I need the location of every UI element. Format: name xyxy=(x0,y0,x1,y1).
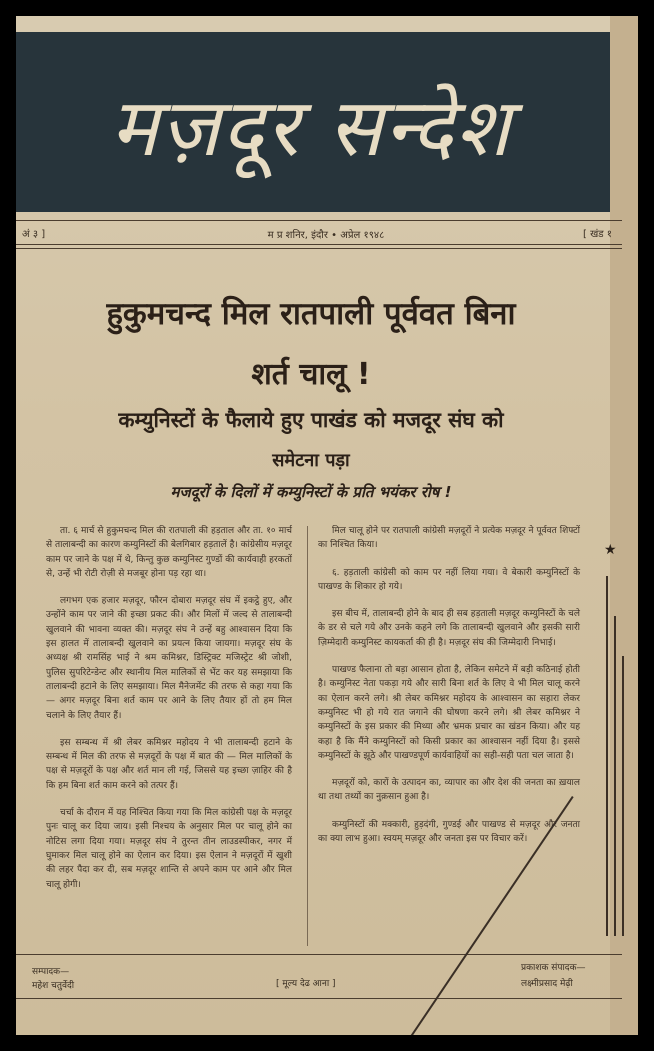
price: [ मूल्य देढ आना ] xyxy=(276,979,336,989)
subheadline-2: समेटना पड़ा xyxy=(272,450,350,471)
publisher-name: लक्ष्मीप्रसाद मेढ़ी xyxy=(521,979,573,989)
decorative-line xyxy=(606,576,608,936)
issue-number: अं ३ ] xyxy=(22,229,46,240)
volume-number: [ खंड १ xyxy=(583,229,612,240)
headline-main: हुकुमचन्द मिल रातपाली पूर्ववत बिना xyxy=(106,296,516,332)
footer xyxy=(16,954,622,1014)
paragraph: पाखण्ड फैलाना तो बड़ा आसान होता है, लेकिन समेटने में बड़ी कठिनाई होती है। कम्युनिस्ट नेता पकड़ा गये और सारी बिना शर्त के लिए वे भी मिल चालू करने का ऐलान करने लगे। श्री लेबर कमिश्नर महोदय के आश्वासन का सहारा लेकर कम्युनिस्ट भी हो गये रात जगाने की घोषणा करने लगे। श्री लेबर कमिश्नर ने कम्युनिस्टों के इस प्रकार की मिथ्या और भ्रमक प्रचार का खंडन किया। और यह कहा है कि मैंने कम्युनिस्टों को किसी प्रकार का आश्वासन नहीं दिया है। इससे कम्युनिस्टों के झूठे और पाखण्डपूर्ण कार्यवाहियों का सही-सही पता चल जाता है। xyxy=(318,665,580,761)
tagline: मजदूरों के दिलों में कम्युनिस्टों के प्रति भयंकर रोष ! xyxy=(170,483,452,501)
paragraph: चर्चा के दौरान में यह निश्चित किया गया कि मिल कांग्रेसी पक्ष के मज़दूर पुनः चालू कर दिया जाय। इसी निश्चय के अनुसार मिल पर चालू होने का नोटिस लगा दिया गया। मज़दूर संघ ने तुरन्त तीन लाउडस्पीकर, नगर में घुमाकर मिल चालू होने का ऐलान कर दिया। इस ऐलान ने मज़दूरों में खुशी की लहर पैदा कर दी, सब मज़दूर शान्ति से अपने काम पर आने और मिल चालू होगी। xyxy=(46,808,292,890)
star-icon: ★ xyxy=(604,542,617,558)
publisher-label: प्रकाशक संपादक— xyxy=(521,963,586,973)
paragraph: कम्युनिस्टों की मक्कारी, हुड़दंगी, गुण्डई और पाखण्ड से मज़दूर और जनता का क्या लाभ हुआ। स्वयम् मज़दूर और जनता इस पर विचार करें। xyxy=(318,819,580,845)
dateline: म प्र शनिर, इंदौर • अप्रेल १९४८ xyxy=(267,230,385,241)
decorative-line xyxy=(622,656,624,936)
rule xyxy=(16,220,622,221)
issue-info-row xyxy=(16,220,622,246)
rule xyxy=(16,244,622,245)
newspaper-page xyxy=(16,16,638,1035)
paragraph: इस सम्बन्ध में श्री लेबर कमिश्नर महोदय ने भी तालाबन्दी हटाने के सम्बन्ध में मिल की तरफ से मज़दूरों के पक्ष में बात की — मिल मालिकों के पक्ष से मज़दूरों के पक्ष और शर्त मान ली गई, जिससे यह इच्छा ज़ाहिर की है कि हम बिना शर्त काम करने को तत्पर हैं। xyxy=(46,737,292,791)
paragraph: ता. ६ मार्च से हुकुमचन्द मिल की रातपाली की हड़ताल और ता. १० मार्च से तालाबन्दी का कारण कम्युनिस्टों की बेलगिबार हड़तालें है। कांग्रेसीय मज़दूर काम पर जाने के पक्ष में थे, किन्तु कुछ कम्युनिस्ट गुण्डों की कार्यवाही हरकतों से, उन्हें भी रोटी रोज़ी से मजबूर होना पड़ रहा था। xyxy=(46,526,292,579)
masthead xyxy=(16,32,610,212)
masthead-title: मज़दूर सन्देश xyxy=(110,81,512,174)
decorative-line xyxy=(614,616,616,936)
paragraph: लगभग एक हजार मज़दूर, फौरन दोबारा मज़दूर संघ में इकट्ठे हुए, और उन्होंने काम पर जाने की इच्छा प्रकट की। और मिलों में जल्द से तालाबन्दी खुलवाने की भावना व्यक्त की। मज़दूर संघ ने उन्हें बहु आश्वासन दिया कि इस हालत में तालाबन्दी खुलवाने का प्रयत्न किया जायगा। मज़दूर संघ के अध्यक्ष श्री रामसिंह भाई ने श्रम कमिश्नर, डिस्ट्रिक्ट मजिस्ट्रेट श्री जोशी, पुलिस सुपरिटेन्डेन्ट और स्थानीय मिल मालिकों से भेंट कर यह समझाया कि तालाबन्दी हटाने के लिए समझाया। मिल मैनेजमेंट की तरफ से कहा गया कि — अगर मज़दूर बिना शर्त काम पर आने के लिए तैयार हों तो हम मिल चलाने के लिए तैयार हैं। xyxy=(46,596,292,721)
subheadline: कम्युनिस्टों के फैलाये हुए पाखंड को मजदूर संघ को xyxy=(118,408,504,432)
rule xyxy=(16,248,622,249)
paragraph: इस बीच में, तालाबन्दी होने के बाद ही सब हड़ताली मज़दूर कम्युनिस्टों के चले के डर से चले गये और उनके कहने लगे कि तालाबन्दी खुलवाने और इसकी सारी ज़िम्मेदारी कम्युनिस्ट कायकर्ता की ही है। मज़दूर संघ की जिम्मेदारी निभाई। xyxy=(318,609,580,648)
editor-name: महेश चतुर्वेदी xyxy=(32,981,75,991)
headline-main-2: शर्त चालू ! xyxy=(251,357,371,392)
editor-label: सम्पादक— xyxy=(32,967,70,977)
column-divider xyxy=(307,526,308,946)
paragraph: ६. हड़ताली कांग्रेसी को काम पर नहीं लिया गया। वे बेकारी कम्युनिस्टों के पाखण्ड के शिकार हो गये। xyxy=(318,567,580,592)
article-column-left xyxy=(46,524,292,905)
rule xyxy=(16,998,622,999)
paragraph: मिल चालू होने पर रातपाली कांग्रेसी मज़दूरों ने प्रत्येक मज़दूर ने पूर्ववत शिफ्टों का निश्चित किया। xyxy=(318,526,580,551)
article-column-right xyxy=(318,524,580,859)
rule xyxy=(16,954,622,955)
paragraph: मज़दूरों को, कारों के उत्पादन का, व्यापार का और देश की जनता का ख़याल था तथा तथ्यों का नुक़सान हुआ है। xyxy=(318,778,580,803)
